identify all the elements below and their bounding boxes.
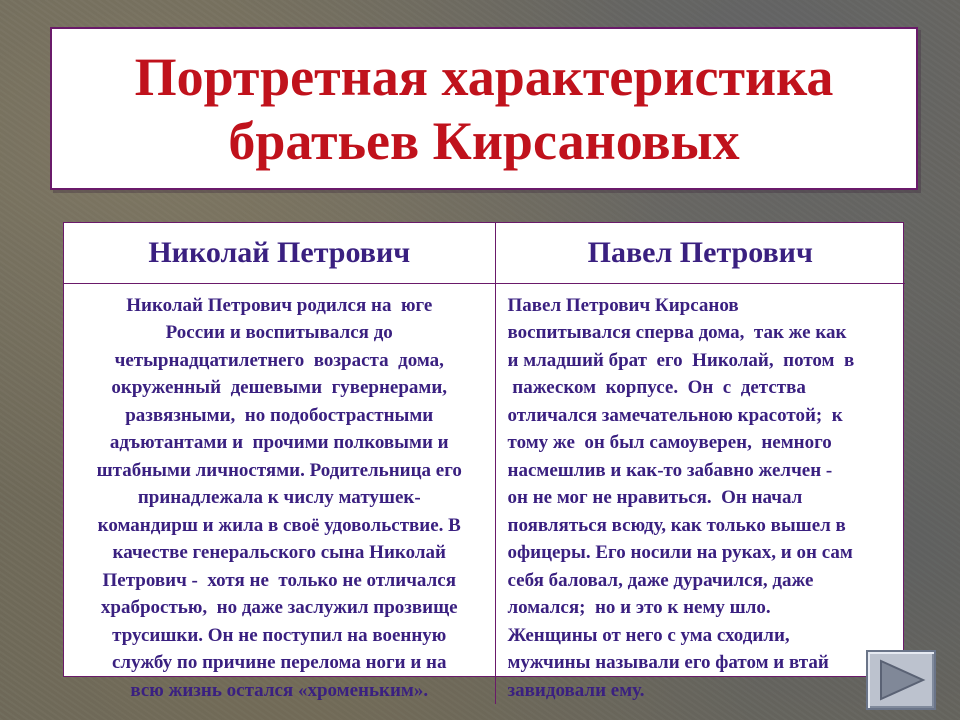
- pavel-text-line: воспитывался сперва дома, так же как: [507, 322, 847, 343]
- nikolay-text-line: трусишки. Он не поступил на военную: [112, 624, 447, 646]
- nikolay-text-line: окруженный дешевыми гувернерами,: [111, 377, 448, 398]
- pavel-text-line: пажеском корпусе. Он с детства: [507, 377, 806, 398]
- nikolay-text-line: Петрович - хотя не только не отличался: [102, 569, 456, 591]
- nikolay-text-line: адъютантами и прочими полковыми и: [109, 432, 449, 453]
- title-box: [50, 27, 918, 190]
- table-header-row: [64, 223, 905, 283]
- nikolay-description: [64, 284, 495, 705]
- pavel-text-line: и младший брат его Николай, потом в: [507, 349, 855, 371]
- nikolay-text-line: Николай Петрович родился на юге: [126, 294, 433, 316]
- cell-nikolay: [64, 283, 495, 704]
- header-pavel: Павел Петрович: [495, 223, 905, 283]
- nikolay-text-line: командирш и жила в своё удовольствие. В: [97, 514, 461, 536]
- nikolay-text-line: четырнадцатилетнего возраста дома,: [114, 349, 444, 371]
- pavel-text-line: насмешлив и как-то забавно желчен -: [507, 459, 833, 481]
- nikolay-text-line: штабными личностями. Родительница его: [96, 459, 462, 481]
- table-row: [64, 283, 905, 704]
- next-slide-button[interactable]: [866, 650, 936, 710]
- nikolay-text-line: храбростью, но даже заслужил прозвище: [100, 597, 458, 618]
- pavel-description: [496, 284, 906, 705]
- play-arrow-icon: [875, 658, 927, 702]
- pavel-text-line: себя баловал, даже дурачился, даже: [507, 569, 814, 591]
- cell-pavel: [495, 283, 905, 704]
- pavel-text-line: появляться всюду, как только вышел в: [507, 514, 846, 536]
- nikolay-text-line: принадлежала к числу матушек-: [137, 487, 421, 508]
- header-nikolay: Николай Петрович: [64, 223, 495, 283]
- pavel-text-line: Павел Петрович Кирсанов: [507, 294, 739, 316]
- pavel-text-line: завидовали ему.: [507, 679, 645, 701]
- pavel-text-line: Женщины от него с ума сходили,: [507, 624, 790, 646]
- page-title-line-2: братьев Кирсановых: [228, 110, 740, 171]
- page-title-line-1: Портретная характеристика: [134, 46, 834, 107]
- pavel-text-line: мужчины называли его фатом и втай: [507, 652, 829, 673]
- nikolay-text-line: развязными, но подобострастными: [125, 404, 434, 426]
- comparison-table: [63, 222, 904, 701]
- pavel-text-line: офицеры. Его носили на руках, и он сам: [507, 542, 853, 563]
- nikolay-text-line: России и воспитывался до: [165, 322, 393, 343]
- nikolay-text-line: всю жизнь остался «хроменьким».: [130, 679, 429, 701]
- nikolay-text-line: качестве генеральского сына Николай: [112, 542, 446, 563]
- pavel-text-line: он не мог не нравиться. Он начал: [507, 487, 803, 508]
- nikolay-text-line: службу по причине перелома ноги и на: [111, 652, 447, 673]
- pavel-text-line: тому же он был самоуверен, немного: [507, 432, 832, 453]
- pavel-text-line: ломался; но и это к нему шло.: [507, 597, 771, 618]
- pavel-text-line: отличался замечательною красотой; к: [507, 404, 843, 426]
